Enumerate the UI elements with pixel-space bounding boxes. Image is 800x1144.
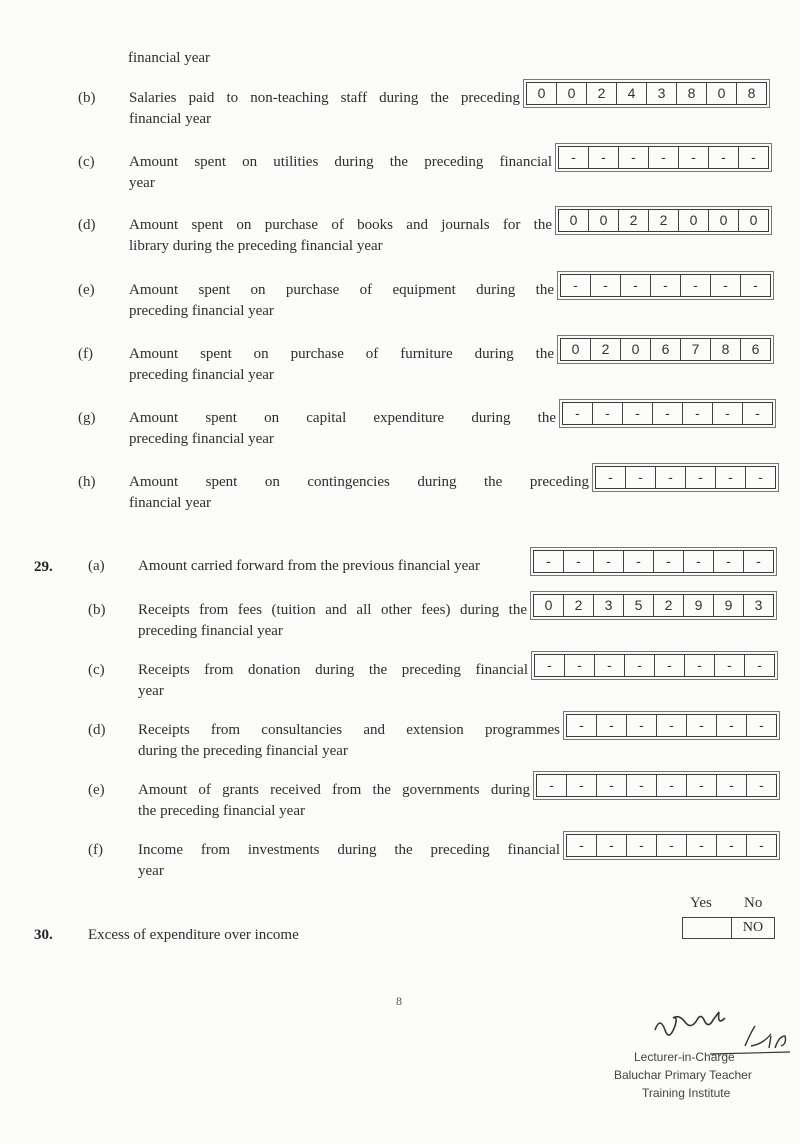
amount-digit-cell[interactable]: - — [534, 551, 564, 572]
amount-digit-cell[interactable]: - — [687, 715, 717, 736]
amount-digit-cell[interactable]: 0 — [534, 595, 564, 616]
q29-item-text: preceding financial year — [138, 623, 283, 639]
q28-amount-boxes — [595, 466, 776, 489]
amount-digit-cell[interactable]: - — [535, 655, 565, 676]
amount-digit-cell[interactable]: 3 — [754, 597, 763, 613]
q29-item-label: (b) — [88, 602, 106, 618]
header-text: financial year — [128, 50, 211, 66]
q29-item-text: Receipts from consultancies and extension programmes — [138, 722, 560, 738]
amount-digit-cell[interactable]: 4 — [617, 83, 647, 104]
amount-digit-cell[interactable]: - — [567, 835, 597, 856]
q28-item-text: Amount spent on purchase of furniture during the — [129, 346, 554, 362]
amount-digit-cell[interactable]: - — [564, 551, 594, 572]
q28-item-text: Amount spent on purchase of equipment during the — [129, 282, 554, 298]
amount-digit-cell[interactable]: - — [717, 775, 747, 796]
amount-digit-cell[interactable]: - — [756, 553, 761, 569]
amount-digit-cell[interactable]: - — [626, 467, 656, 488]
q29-item-label: (d) — [88, 722, 106, 738]
q28-item-text: financial year — [129, 111, 212, 127]
yes-no-box — [682, 917, 775, 939]
amount-digit-cell[interactable]: - — [657, 715, 687, 736]
amount-digit-cell[interactable]: - — [685, 655, 715, 676]
q28-item-label: (h) — [78, 474, 96, 490]
q28-item-text: financial year — [129, 495, 212, 511]
amount-digit-cell[interactable]: - — [656, 467, 686, 488]
amount-digit-cell[interactable]: - — [751, 149, 756, 165]
q29-item-label: (f) — [88, 842, 103, 858]
amount-digit-cell[interactable]: 8 — [747, 85, 756, 101]
yes-value-box[interactable] — [683, 918, 732, 938]
amount-digit-cell[interactable]: 2 — [654, 595, 684, 616]
amount-digit-cell[interactable]: - — [717, 715, 747, 736]
amount-digit-cell[interactable]: 8 — [711, 339, 741, 360]
amount-digit-cell[interactable]: - — [755, 405, 760, 421]
amount-digit-cell[interactable]: - — [625, 655, 655, 676]
amount-digit-cell[interactable]: - — [649, 147, 679, 168]
stamp-line-1: Lecturer-in-Charge — [634, 1050, 735, 1064]
q28-amount-boxes — [560, 338, 771, 361]
q28-item-label: (b) — [78, 90, 96, 106]
amount-digit-cell[interactable]: 2 — [591, 339, 621, 360]
q28-amount-boxes — [558, 209, 769, 232]
no-value-box[interactable]: NO — [742, 920, 764, 935]
amount-digit-cell[interactable]: 2 — [587, 83, 617, 104]
q29-item-label: (e) — [88, 782, 105, 798]
amount-digit-cell[interactable]: - — [595, 655, 625, 676]
q29-item-label: (c) — [88, 662, 105, 678]
amount-digit-cell[interactable]: - — [591, 275, 621, 296]
q28-item-text: library during the preceding financial year — [129, 238, 383, 254]
question-29-number: 29. — [34, 559, 53, 575]
q28-item-text: preceding financial year — [129, 303, 274, 319]
page-number: 8 — [396, 994, 402, 1008]
q28-item-label: (e) — [78, 282, 95, 298]
q29-item-text: Receipts from donation during the preceding financial — [138, 662, 528, 678]
amount-digit-cell[interactable]: - — [627, 715, 657, 736]
amount-digit-cell[interactable]: 7 — [681, 339, 711, 360]
q29-item-text: Amount of grants received from the governments during — [138, 782, 530, 798]
amount-digit-cell[interactable]: 0 — [589, 210, 619, 231]
q29-item-label: (a) — [88, 558, 105, 574]
amount-digit-cell[interactable]: 6 — [651, 339, 681, 360]
amount-digit-cell[interactable]: - — [565, 655, 595, 676]
amount-digit-cell[interactable]: - — [687, 835, 717, 856]
q28-item-label: (f) — [78, 346, 93, 362]
amount-digit-cell[interactable]: - — [713, 403, 743, 424]
amount-digit-cell[interactable]: 3 — [594, 595, 624, 616]
amount-digit-cell[interactable]: - — [687, 775, 717, 796]
q29-item-text: the preceding financial year — [138, 803, 305, 819]
stamp-line-2: Baluchar Primary Teacher — [614, 1068, 752, 1082]
amount-digit-cell[interactable]: 0 — [679, 210, 709, 231]
amount-digit-cell[interactable]: 0 — [621, 339, 651, 360]
amount-digit-cell[interactable]: 9 — [714, 595, 744, 616]
amount-digit-cell[interactable]: - — [653, 403, 683, 424]
amount-digit-cell[interactable]: - — [654, 551, 684, 572]
amount-digit-cell[interactable]: - — [567, 775, 597, 796]
amount-digit-cell[interactable]: - — [711, 275, 741, 296]
amount-digit-cell[interactable]: - — [753, 277, 758, 293]
amount-digit-cell[interactable]: - — [759, 717, 764, 733]
amount-digit-cell[interactable]: 0 — [709, 210, 739, 231]
amount-digit-cell[interactable]: 9 — [684, 595, 714, 616]
amount-digit-cell[interactable]: - — [621, 275, 651, 296]
amount-digit-cell[interactable]: - — [623, 403, 653, 424]
amount-digit-cell[interactable]: - — [537, 775, 567, 796]
amount-digit-cell[interactable]: 8 — [677, 83, 707, 104]
q29-amount-boxes — [566, 714, 777, 737]
amount-digit-cell[interactable]: - — [559, 147, 589, 168]
q28-item-text: Amount spent on capital expenditure during the — [129, 410, 556, 426]
q29-amount-boxes — [533, 594, 774, 617]
q29-item-text: year — [138, 863, 164, 879]
no-label: No — [744, 895, 763, 911]
stamp-line-3: Training Institute — [642, 1086, 731, 1100]
amount-digit-cell[interactable]: - — [597, 775, 627, 796]
amount-digit-cell[interactable]: 0 — [557, 83, 587, 104]
q28-amount-boxes — [526, 82, 767, 105]
amount-digit-cell[interactable]: - — [619, 147, 649, 168]
q29-item-text: during the preceding financial year — [138, 743, 348, 759]
amount-digit-cell[interactable]: - — [596, 467, 626, 488]
amount-digit-cell[interactable]: 0 — [749, 212, 758, 228]
question-30-text: Excess of expenditure over income — [88, 927, 299, 943]
amount-digit-cell[interactable]: 3 — [647, 83, 677, 104]
q29-amount-boxes — [534, 654, 775, 677]
amount-digit-cell[interactable]: - — [686, 467, 716, 488]
amount-digit-cell[interactable]: - — [651, 275, 681, 296]
q29-item-text: Amount carried forward from the previous financial year — [138, 558, 480, 574]
amount-digit-cell[interactable]: - — [714, 551, 744, 572]
q28-item-text: preceding financial year — [129, 367, 274, 383]
q28-item-text: year — [129, 175, 155, 191]
amount-digit-cell[interactable]: 6 — [751, 341, 760, 357]
amount-digit-cell[interactable]: - — [757, 657, 762, 673]
q28-amount-boxes — [560, 274, 771, 297]
amount-digit-cell[interactable]: - — [567, 715, 597, 736]
amount-digit-cell[interactable]: - — [715, 655, 745, 676]
q29-item-text: Receipts from fees (tuition and all other fees) during the — [138, 602, 527, 618]
amount-digit-cell[interactable]: - — [655, 655, 685, 676]
amount-digit-cell[interactable]: - — [563, 403, 593, 424]
amount-digit-cell[interactable]: - — [561, 275, 591, 296]
q29-amount-boxes — [533, 550, 774, 573]
question-30-number: 30. — [34, 927, 53, 943]
amount-digit-cell[interactable]: 2 — [649, 210, 679, 231]
amount-digit-cell[interactable]: - — [597, 715, 627, 736]
yes-label: Yes — [690, 895, 712, 911]
q28-item-text: Salaries paid to non-teaching staff during the preceding — [129, 90, 520, 106]
q28-amount-boxes — [558, 146, 769, 169]
amount-digit-cell[interactable]: - — [684, 551, 714, 572]
q28-amount-boxes — [562, 402, 773, 425]
q28-item-text: preceding financial year — [129, 431, 274, 447]
amount-digit-cell[interactable]: - — [716, 467, 746, 488]
amount-digit-cell[interactable]: 2 — [619, 210, 649, 231]
amount-digit-cell[interactable]: - — [759, 777, 764, 793]
q29-item-text: Income from investments during the preceding financial — [138, 842, 560, 858]
amount-digit-cell[interactable]: - — [624, 551, 654, 572]
q29-amount-boxes — [536, 774, 777, 797]
q28-item-text: Amount spent on purchase of books and journals for the — [129, 217, 552, 233]
amount-digit-cell[interactable]: 0 — [559, 210, 589, 231]
amount-digit-cell[interactable]: 0 — [707, 83, 737, 104]
amount-digit-cell[interactable]: - — [657, 775, 687, 796]
amount-digit-cell[interactable]: - — [594, 551, 624, 572]
amount-digit-cell[interactable]: - — [709, 147, 739, 168]
q29-item-text: year — [138, 683, 164, 699]
q28-item-text: Amount spent on utilities during the preceding financial — [129, 154, 552, 170]
amount-digit-cell[interactable]: - — [758, 469, 763, 485]
q28-item-text: Amount spent on contingencies during the preceding — [129, 474, 589, 490]
amount-digit-cell[interactable]: 0 — [561, 339, 591, 360]
amount-digit-cell[interactable]: - — [679, 147, 709, 168]
amount-digit-cell[interactable]: - — [593, 403, 623, 424]
q28-item-label: (c) — [78, 154, 95, 170]
amount-digit-cell[interactable]: 0 — [527, 83, 557, 104]
amount-digit-cell[interactable]: - — [681, 275, 711, 296]
signature-block — [610, 1008, 790, 1108]
amount-digit-cell[interactable]: 2 — [564, 595, 594, 616]
amount-digit-cell[interactable]: - — [627, 775, 657, 796]
amount-digit-cell[interactable]: - — [657, 835, 687, 856]
q28-item-label: (g) — [78, 410, 96, 426]
amount-digit-cell[interactable]: 5 — [624, 595, 654, 616]
q29-amount-boxes — [566, 834, 777, 857]
q28-item-label: (d) — [78, 217, 96, 233]
amount-digit-cell[interactable]: - — [717, 835, 747, 856]
amount-digit-cell[interactable]: - — [759, 837, 764, 853]
amount-digit-cell[interactable]: - — [627, 835, 657, 856]
amount-digit-cell[interactable]: - — [589, 147, 619, 168]
amount-digit-cell[interactable]: - — [683, 403, 713, 424]
amount-digit-cell[interactable]: - — [597, 835, 627, 856]
